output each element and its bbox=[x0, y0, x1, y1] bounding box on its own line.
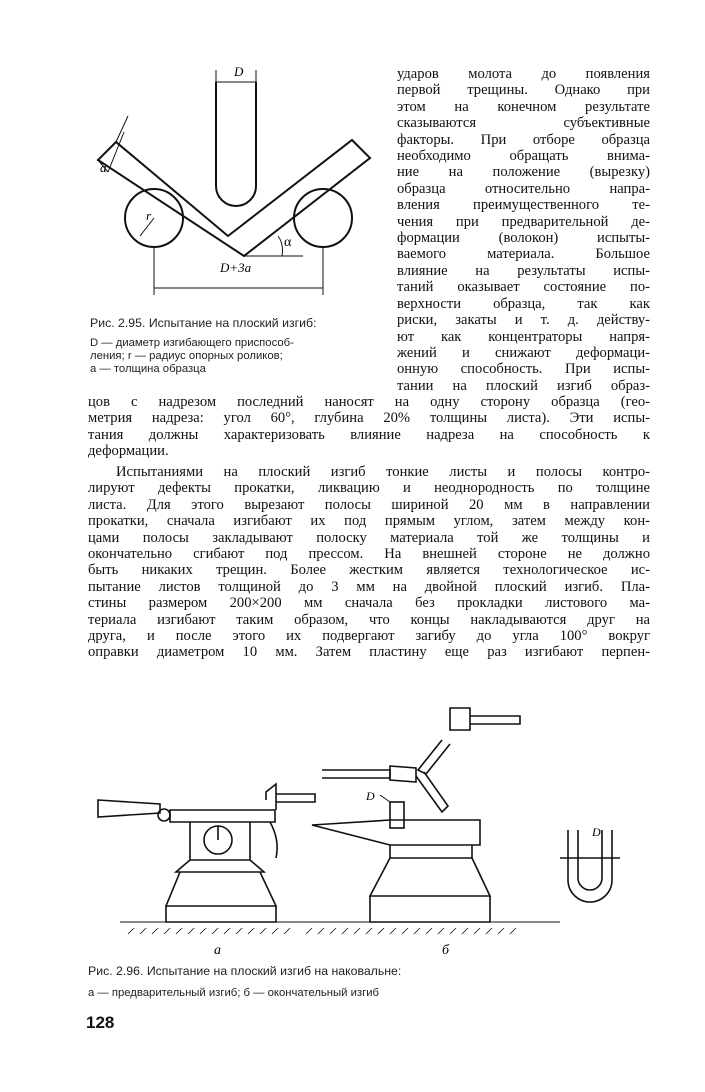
text-line: друга, и после этого их подвергают загибу до угла 100° вокруг bbox=[88, 628, 650, 645]
caption-title: Рис. 2.95. Испытание на плоский изгиб: bbox=[90, 316, 317, 330]
text-line: метрия надреза: угол 60°, глубина 20% толщины листа). Эти испы- bbox=[88, 410, 650, 427]
paragraph-2 bbox=[88, 464, 650, 661]
text-line: Испытаниями на плоский изгиб тонкие листы и полосы контро- bbox=[116, 464, 650, 480]
text-line: оправки диаметром 10 мм. Затем пластину еще раз изгибают перпен- bbox=[88, 644, 650, 661]
label-a: a bbox=[100, 160, 107, 175]
text-line: стины размером 200×200 мм сначала без прокладки листового ма- bbox=[88, 595, 650, 612]
caption-line: а — предварительный изгиб; б — окончательный изгиб bbox=[88, 987, 380, 999]
label-D3a: D+3a bbox=[220, 260, 252, 275]
text-line: ударов молота до появления bbox=[397, 66, 650, 82]
label-D: D bbox=[234, 64, 244, 79]
text-line: цов с надрезом последний наносят на одну сторону образца (гео- bbox=[88, 394, 650, 410]
text-line: влияние на результаты испы- bbox=[397, 262, 650, 279]
label-r: r bbox=[146, 208, 152, 223]
text-line: ваемого материала. Большое bbox=[397, 246, 650, 263]
caption-line: a — толщина образца bbox=[90, 363, 206, 375]
text-line: ние на положение (вырезку) bbox=[397, 164, 650, 181]
text-line: прокатки, сначала изгибают их под прямым углом, затем между кон- bbox=[88, 513, 650, 530]
text-line: формации (волокон) испыты- bbox=[397, 230, 650, 247]
text-line: таний оказывает состояние по- bbox=[397, 279, 650, 296]
text-line: верхности образца, так как bbox=[397, 295, 650, 312]
figure-2-95 bbox=[88, 60, 393, 300]
text-line: чения при предварительной де- bbox=[397, 213, 650, 230]
text-line: этом на конечном результате bbox=[397, 98, 650, 115]
text-line: ют как концентраторы напря- bbox=[397, 328, 650, 345]
text-line: пытание листов толщиной до 3 мм на двойной плоский изгиб. Пла- bbox=[88, 578, 650, 595]
text-line: листа. Для этого вырезают полосы шириной 20 мм в направлении bbox=[88, 496, 650, 513]
text-line: тании на плоский изгиб образ- bbox=[397, 377, 650, 394]
figure-2-96 bbox=[90, 700, 665, 960]
text-line: необходимо обращать внима- bbox=[397, 148, 650, 165]
text-line: жений и снижают деформаци- bbox=[397, 344, 650, 361]
text-line: цами полосы закладывают полоску материала той же толщины и bbox=[88, 529, 650, 546]
label-b: б bbox=[442, 943, 450, 958]
text-line: деформации. bbox=[88, 443, 169, 460]
label-a: а bbox=[214, 943, 221, 958]
figure-2-96-caption bbox=[88, 964, 608, 1000]
text-line: онную способность. При испы- bbox=[397, 361, 650, 378]
text-line: образца относительно напра- bbox=[397, 180, 650, 197]
caption-line: D — диаметр изгибающего приспособ- bbox=[90, 337, 294, 349]
right-column-text bbox=[397, 66, 650, 394]
text-line: тания должны характеризовать влияние надреза на способность к bbox=[88, 426, 650, 443]
text-line: окончательно сгибают под прессом. На внешней стороне не должно bbox=[88, 546, 650, 563]
text-line: риски, закаты и т. д. действу- bbox=[397, 312, 650, 329]
text-line: лируют дефекты прокатки, ликвацию и неоднородность по толщине bbox=[88, 480, 650, 497]
text-line: вления преимущественного те- bbox=[397, 197, 650, 214]
figure-2-95-caption bbox=[90, 316, 375, 376]
text-line: териала изгибают таким образом, что концы накладываются друг на bbox=[88, 611, 650, 628]
paragraph-1 bbox=[88, 394, 650, 460]
text-line: сказываются субъективные bbox=[397, 115, 650, 132]
label-alpha: α bbox=[284, 235, 292, 250]
caption-line: ления; r — радиус опорных роликов; bbox=[90, 350, 283, 362]
caption-title: Рис. 2.96. Испытание на плоский изгиб на наковальне: bbox=[88, 964, 402, 978]
label-D1: D bbox=[366, 789, 375, 803]
text-line: факторы. При отборе образца bbox=[397, 131, 650, 148]
page-number: 128 bbox=[86, 1013, 115, 1032]
text-line: быть никаких трещин. Более жестким является технологическое ис- bbox=[88, 562, 650, 579]
text-line: первой трещины. Однако при bbox=[397, 82, 650, 99]
label-D2: D bbox=[592, 825, 601, 839]
